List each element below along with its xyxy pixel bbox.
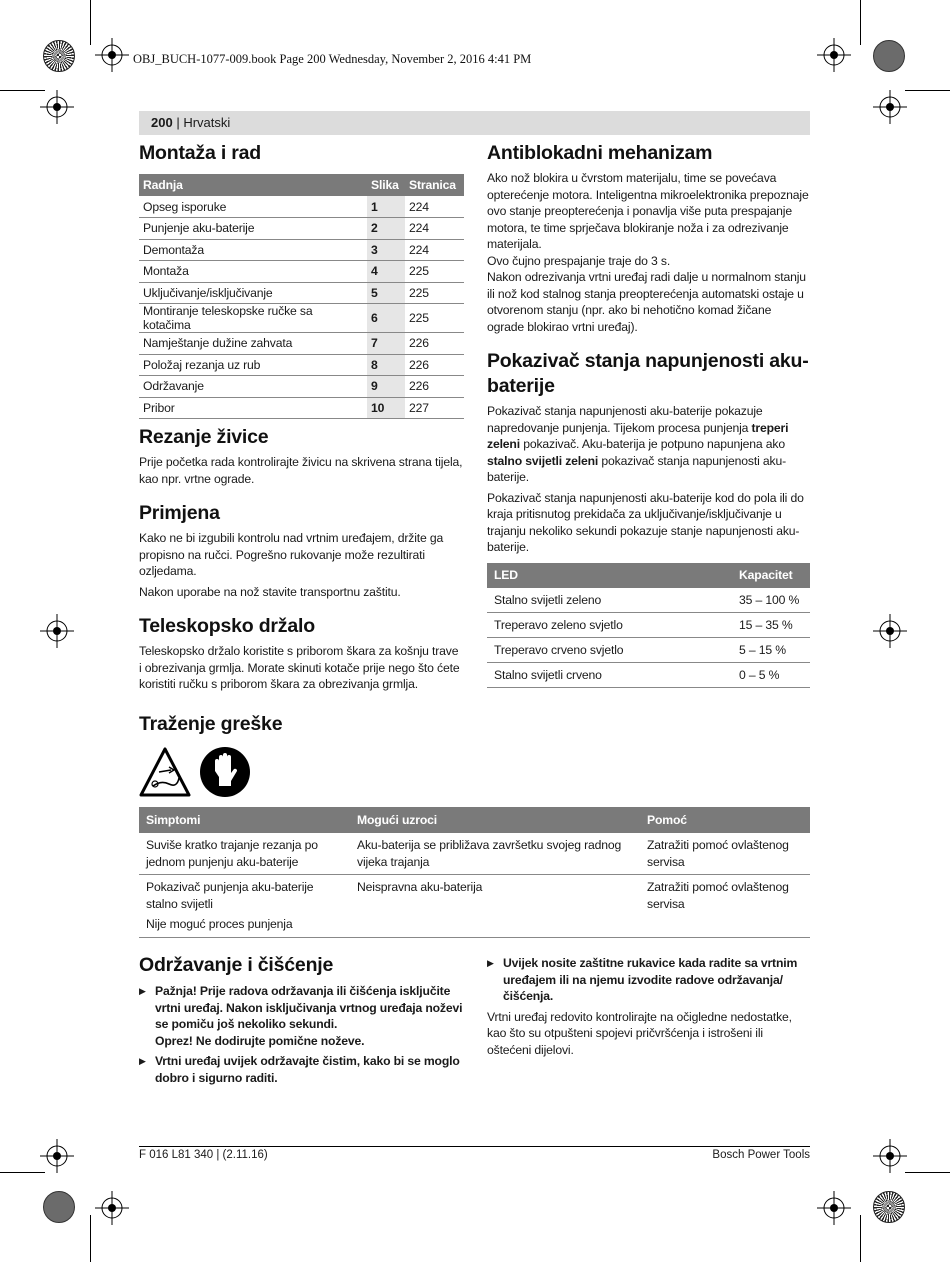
primjena-text-2: Nakon uporabe na nož stavite transportnu zaštitu. <box>139 584 401 599</box>
cell-figure: 9 <box>367 376 405 398</box>
table-row <box>487 638 810 663</box>
led-table <box>487 563 810 689</box>
cell-symptom: Pokazivač punjenja aku-baterije stalno svijetli <box>146 880 314 911</box>
montaza-table <box>139 174 464 419</box>
gray-dot-mark <box>43 1191 75 1223</box>
section-title-primjena: Primjena <box>139 502 220 524</box>
cell-capacity: 15 – 35 % <box>732 613 810 638</box>
troubleshooting-table <box>139 807 810 938</box>
section-title-rezanje: Rezanje živice <box>139 426 269 448</box>
cell-figure: 2 <box>367 218 405 240</box>
cell-page: 224 <box>405 239 464 261</box>
bullet-text: Pažnja! Prije radova održavanja ili čišćenja isključite vrtni uređaj. Nakon isključivanja vrtnog uređaja noževi se pomiču još nekoliko sekundi. <box>155 984 463 1031</box>
cell-action: Namještanje dužine zahvata <box>139 333 367 355</box>
cell-action: Održavanje <box>139 376 367 398</box>
cell-figure: 6 <box>367 304 405 333</box>
bullet-text: Oprez! Ne dodirujte pomične noževe. <box>155 1033 365 1048</box>
cell-led: Treperavo crveno svjetlo <box>487 638 732 663</box>
cell-action: Montaža <box>139 261 367 283</box>
section-title-pokazivac: Pokazivač stanja napunjenosti aku-baterije <box>487 350 809 397</box>
pokazivac-text-part: pokazivač. Aku-baterija je potpuno napunjena ako <box>519 437 785 451</box>
trim-line <box>0 1172 45 1173</box>
cell-figure: 4 <box>367 261 405 283</box>
maintenance-bullets <box>139 983 464 1086</box>
left-column <box>139 141 464 693</box>
cell-page: 227 <box>405 397 464 419</box>
maintenance-right <box>487 955 810 1058</box>
page-number: 200 <box>151 115 173 130</box>
table-row <box>487 613 810 638</box>
cell-action: Položaj rezanja uz rub <box>139 354 367 376</box>
registration-mark <box>873 614 907 648</box>
col-slika: Slika <box>367 174 405 196</box>
bullet-text: Vrtni uređaj uvijek održavajte čistim, kako bi se moglo dobro i sigurno raditi. <box>155 1054 460 1085</box>
trim-line <box>90 1215 91 1262</box>
cell-page: 225 <box>405 304 464 333</box>
cell-page: 226 <box>405 333 464 355</box>
cell-action: Demontaža <box>139 239 367 261</box>
gray-dot-mark <box>873 40 905 72</box>
registration-mark <box>817 1191 851 1225</box>
col-simptomi: Simptomi <box>139 807 350 833</box>
print-filename: OBJ_BUCH-1077-009.book Page 200 Wednesday, November 2, 2016 4:41 PM <box>133 52 532 66</box>
cell-led: Treperavo zeleno svjetlo <box>487 613 732 638</box>
pokazivac-text-2: Pokazivač stanja napunjenosti aku-baterije kod do pola ili do kraja pritisnutog prekidača za uključivanje/isključivanje u trajanju nekoliko sekundi pokazuje stanje napunjenosti aku-baterije. <box>487 490 804 554</box>
cell-page: 226 <box>405 354 464 376</box>
troubleshooting-section <box>139 712 810 938</box>
cell-action: Montiranje teleskopske ručke sa kotačima <box>139 304 367 333</box>
col-kapacitet: Kapacitet <box>732 563 810 588</box>
pokazivac-text-part: Pokazivač stanja napunjenosti aku-baterije pokazuje napredovanje punjenja. Tijekom procesa punjenja <box>487 404 763 435</box>
table-row <box>139 397 464 419</box>
cell-page: 225 <box>405 282 464 304</box>
col-uzroci: Mogući uzroci <box>350 807 640 833</box>
col-radnja: Radnja <box>139 174 367 196</box>
cell-action: Pribor <box>139 397 367 419</box>
pokazivac-text-1 <box>487 403 810 486</box>
section-title-odrzavanje: Održavanje i čišćenje <box>139 954 334 976</box>
cell-cause: Neispravna aku-baterija <box>357 880 483 894</box>
trim-line <box>905 90 950 91</box>
pokazivac-text-bold: treperi zeleni <box>487 420 789 451</box>
trim-line <box>0 90 45 91</box>
list-item <box>487 955 810 1005</box>
registration-mark <box>95 1191 129 1225</box>
registration-mark <box>873 1139 907 1173</box>
cell-symptom: Nije moguć proces punjenja <box>139 912 350 937</box>
cell-page: 224 <box>405 218 464 240</box>
starburst-mark <box>43 40 75 72</box>
registration-mark <box>95 38 129 72</box>
teleskopsko-text: Teleskopsko držalo koristite s priborom škara za košnju trave i obrezivanja grmlja. Morate skinuti kotače prije nego što ćete koristiti ručku s priborom škara za obrezivanja grmlja. <box>139 644 460 691</box>
table-row <box>487 663 810 688</box>
table-row <box>487 588 810 613</box>
cell-cause: Aku-baterija se približava završetku svojeg radnog vijeka trajanja <box>350 833 640 875</box>
cell-figure: 8 <box>367 354 405 376</box>
table-row <box>139 239 464 261</box>
table-row <box>139 376 464 398</box>
maintenance-left <box>139 953 464 1090</box>
cell-cause-empty <box>350 912 640 937</box>
primjena-text-1: Kako ne bi izgubili kontrolu nad vrtnim uređajem, držite ga propisno na ručci. Pogrešno rukovanje može rezultirati ozljedama. <box>139 531 444 578</box>
footer-rule <box>139 1146 810 1147</box>
antiblok-text-3: Nakon odrezivanja vrtni uređaj radi dalje u normalnom stanju ili nož kod stalnog stanja preopterećenja automatski ostaje u otvorenom stanju (npr. ako bi nehotično komad žičane ograde blokirao vrtni uređaj). <box>487 270 806 334</box>
registration-mark <box>40 1139 74 1173</box>
cell-figure: 1 <box>367 196 405 218</box>
table-row <box>139 333 464 355</box>
page-header <box>139 111 810 135</box>
header-language: Hrvatski <box>183 115 231 130</box>
cell-action: Punjenje aku-baterije <box>139 218 367 240</box>
table-row <box>139 282 464 304</box>
table-row <box>139 218 464 240</box>
cell-capacity: 0 – 5 % <box>732 663 810 688</box>
header-separator: | <box>172 115 184 130</box>
cell-action: Opseg isporuke <box>139 196 367 218</box>
registration-mark <box>40 614 74 648</box>
cell-symptom: Suviše kratko trajanje rezanja po jednom punjenju aku-baterije <box>139 833 350 875</box>
section-title-montaza: Montaža i rad <box>139 142 261 164</box>
list-item <box>139 1053 464 1086</box>
cell-led: Stalno svijetli zeleno <box>487 588 732 613</box>
right-column <box>487 141 810 688</box>
cell-action: Uključivanje/isključivanje <box>139 282 367 304</box>
col-pomoc: Pomoć <box>640 807 810 833</box>
cell-figure: 3 <box>367 239 405 261</box>
section-title-antiblok: Antiblokadni mehanizam <box>487 142 713 164</box>
cell-led: Stalno svijetli crveno <box>487 663 732 688</box>
starburst-mark <box>873 1191 905 1223</box>
bullet-text: Uvijek nosite zaštitne rukavice kada radite sa vrtnim uređajem ili na njemu izvodite radove održavanja/čišćenja. <box>503 956 798 1003</box>
cell-capacity: 5 – 15 % <box>732 638 810 663</box>
registration-mark <box>817 38 851 72</box>
pokazivac-text-bold: stalno svijetli zeleni <box>487 453 599 468</box>
col-stranica: Stranica <box>405 174 464 196</box>
table-row <box>139 304 464 333</box>
list-item <box>139 983 464 1049</box>
maintenance-bullets <box>487 955 810 1005</box>
cell-page: 225 <box>405 261 464 283</box>
cell-page: 226 <box>405 376 464 398</box>
gloves-icon <box>199 746 251 798</box>
registration-mark <box>40 90 74 124</box>
table-header-row <box>139 807 810 833</box>
cell-figure: 7 <box>367 333 405 355</box>
pokazivac-text-part: pokazivač stanja napunjenosti aku-baterije. <box>487 453 787 484</box>
warning-cable-icon <box>139 746 191 798</box>
trim-line <box>90 0 91 45</box>
table-row <box>139 833 810 875</box>
registration-mark <box>873 90 907 124</box>
antiblok-text-2: Ovo čujno prespajanje traje do 3 s. <box>487 253 671 268</box>
cell-capacity: 35 – 100 % <box>732 588 810 613</box>
cell-remedy-empty <box>640 912 810 937</box>
trim-line <box>905 1172 950 1173</box>
section-title-teleskopsko: Teleskopsko držalo <box>139 615 315 637</box>
section-title-trazenje: Traženje greške <box>139 713 283 735</box>
rezanje-text: Prije početka rada kontrolirajte živicu na skrivena strana tijela, kao npr. vrtne ograde. <box>139 455 463 486</box>
footer-code: F 016 L81 340 | (2.11.16) <box>139 1149 268 1161</box>
table-row <box>139 912 810 937</box>
table-row <box>139 261 464 283</box>
warning-pictograms <box>139 746 810 798</box>
col-led: LED <box>487 563 732 588</box>
table-row <box>139 875 810 913</box>
antiblok-text-1: Ako nož blokira u čvrstom materijalu, time se povećava opterećenje motora. Inteligentna mikroelektronika prepoznaje ovo stanje preopterećenja i ponavlja više puta prespajanje motora, te time sprječava blokiranje noža i za odrezivanje materijala. <box>487 171 809 251</box>
table-row <box>139 196 464 218</box>
trim-line <box>860 1215 861 1262</box>
maintenance-text: Vrtni uređaj redovito kontrolirajte na očigledne nedostatke, kao što su otpušteni spojevi pričvršćenja i istrošeni ili oštećeni dijelovi. <box>487 1009 792 1057</box>
cell-page: 224 <box>405 196 464 218</box>
footer-brand: Bosch Power Tools <box>712 1149 810 1161</box>
table-row <box>139 354 464 376</box>
table-header-row <box>487 563 810 588</box>
table-header-row <box>139 174 464 196</box>
cell-figure: 10 <box>367 397 405 419</box>
cell-remedy: Zatražiti pomoć ovlaštenog servisa <box>647 880 789 911</box>
trim-line <box>860 0 861 45</box>
cell-remedy: Zatražiti pomoć ovlaštenog servisa <box>640 833 810 875</box>
cell-figure: 5 <box>367 282 405 304</box>
